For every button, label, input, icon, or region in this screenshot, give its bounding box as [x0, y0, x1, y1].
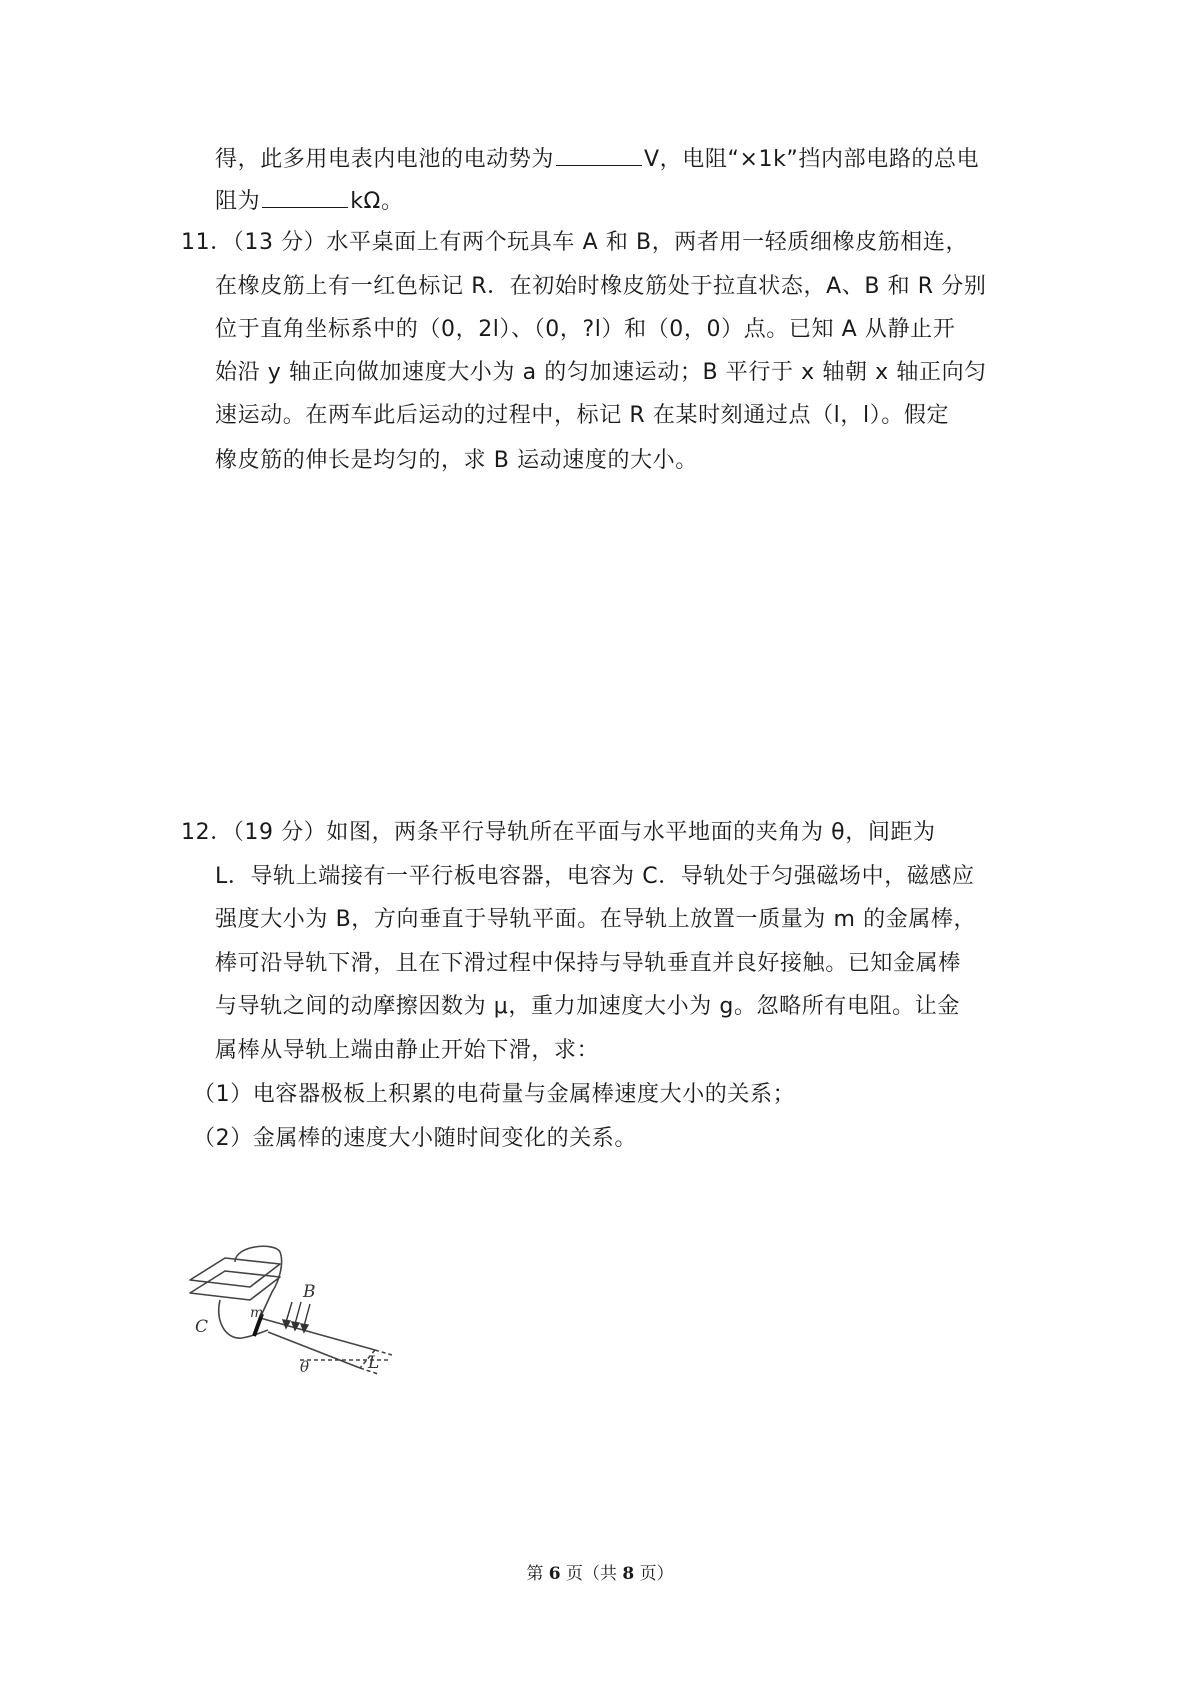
q12-line-2: L．导轨上端接有一平行板电容器，电容为 C．导轨处于匀强磁场中，磁感应: [215, 864, 975, 889]
q11-line-4: 始沿 y 轴正向做加速度大小为 a 的匀加速运动；B 平行于 x 轴朝 x 轴正向匀: [215, 360, 987, 385]
current-page-number: 6: [548, 1564, 561, 1584]
q12-line-3: 强度大小为 B，方向垂直于导轨平面。在导轨上放置一质量为 m 的金属棒，: [215, 907, 977, 932]
prev-question-text-a: 得，此多用电表内电池的电动势为: [215, 147, 555, 172]
footer-suffix: 页）: [639, 1564, 674, 1584]
q11-line-1: 11．（13 分）水平桌面上有两个玩具车 A 和 B，两者用一轻质细橡皮筋相连，: [181, 230, 969, 255]
prev-question-line-2: [215, 185, 404, 217]
q11-line-6: 橡皮筋的伸长是均匀的，求 B 运动速度的大小。: [215, 448, 698, 473]
label-angle: θ: [300, 1358, 310, 1376]
q12-part-2: （2）金属棒的速度大小随时间变化的关系。: [193, 1126, 637, 1151]
answer-blank-emf[interactable]: [556, 143, 642, 166]
q12-part-1: （1）电容器极板上积累的电荷量与金属棒速度大小的关系；: [193, 1082, 796, 1107]
label-magnetic-field: B: [303, 1282, 316, 1302]
b-field-arrows: [283, 1302, 310, 1332]
answer-blank-resistance[interactable]: [262, 185, 348, 208]
q11-line-2: 在橡皮筋上有一红色标记 R．在初始时橡皮筋处于拉直状态，A、B 和 R 分别: [215, 274, 987, 299]
prev-question-line-1: [215, 143, 979, 175]
upper-rail: [260, 1318, 375, 1350]
total-page-count: 8: [622, 1564, 635, 1584]
q12-line-6: 属棒从导轨上端由静止开始下滑，求：: [215, 1038, 600, 1063]
q11-line-3: 位于直角坐标系中的（0，2l）、（0，?l）和（0，0）点。已知 A 从静止开: [215, 317, 956, 342]
prev-question-text-c: 阻为: [215, 189, 261, 214]
prev-question-text-d: kΩ。: [350, 189, 404, 214]
rail-capacitor-diagram: [180, 1240, 430, 1380]
rail-capacitor-figure: [180, 1240, 430, 1380]
lower-rail: [268, 1332, 360, 1368]
footer-mid: 页（共: [566, 1564, 617, 1584]
q12-line-1: 12．（19 分）如图，两条平行导轨所在平面与水平地面的夹角为 θ，间距为: [181, 820, 936, 845]
prev-question-text-b: V，电阻“×1k”挡内部电路的总电: [644, 147, 980, 172]
q12-line-4: 棒可沿导轨下滑，且在下滑过程中保持与导轨垂直并良好接触。已知金属棒: [215, 951, 961, 976]
footer-prefix: 第: [526, 1564, 544, 1584]
label-mass: m: [250, 1305, 264, 1321]
label-rail-spacing: L: [368, 1353, 380, 1373]
q12-line-5: 与导轨之间的动摩擦因数为 μ，重力加速度大小为 g。忽略所有电阻。让金: [215, 994, 960, 1019]
page-footer: [0, 1559, 1200, 1584]
q11-line-5: 速运动。在两车此后运动的过程中，标记 R 在某时刻通过点（l，l）。假定: [215, 403, 950, 428]
label-capacitor: C: [195, 1317, 209, 1337]
